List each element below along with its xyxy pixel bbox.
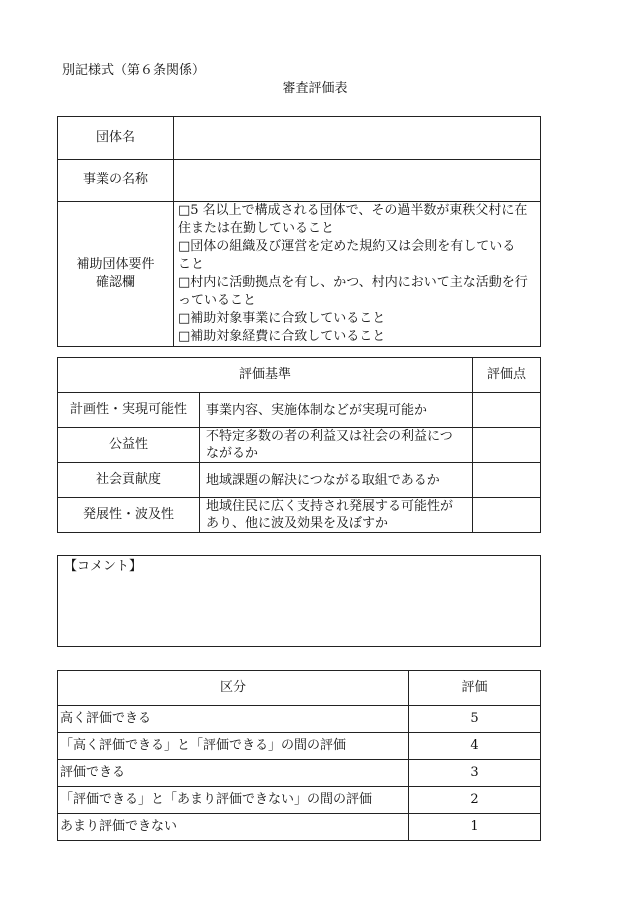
grade-header: 評価 bbox=[409, 671, 541, 706]
criteria-table bbox=[57, 357, 541, 533]
requirements-row bbox=[58, 202, 541, 347]
criteria-desc bbox=[200, 463, 473, 498]
requirement-line[interactable]: □補助対象経費に合致していること bbox=[178, 329, 386, 344]
criteria-header: 評価基準 bbox=[58, 358, 473, 393]
project-name-label: 事業の名称 bbox=[58, 160, 174, 202]
scale-row bbox=[58, 814, 541, 841]
criteria-row bbox=[58, 393, 541, 428]
criteria-desc-line: 事業内容、実施体制などが実現可能か bbox=[206, 402, 428, 418]
requirements-label-line-2: 確認欄 bbox=[95, 275, 135, 290]
requirement-line: こと bbox=[178, 257, 205, 272]
project-name-row bbox=[58, 160, 541, 202]
requirement-line: っていること bbox=[178, 293, 257, 308]
requirement-line[interactable]: □団体の組織及び運営を定めた規約又は会則を有している bbox=[178, 239, 516, 254]
page-title: 審査評価表 bbox=[282, 81, 348, 96]
requirements-checklist bbox=[174, 202, 541, 347]
criteria-desc bbox=[200, 393, 473, 428]
criteria-header-row bbox=[58, 358, 541, 393]
requirements-label-line-1: 補助団体要件 bbox=[76, 256, 155, 272]
criteria-key: 公益性 bbox=[58, 428, 200, 463]
requirement-line[interactable]: □村内に活動拠点を有し、かつ、村内において主な活動を行 bbox=[178, 275, 528, 290]
scale-category: 高く評価できる bbox=[58, 706, 409, 733]
score-cell[interactable] bbox=[473, 393, 541, 428]
criteria-desc-line: 地域住民に広く支持され発展する可能性が bbox=[206, 499, 454, 514]
score-cell[interactable] bbox=[473, 428, 541, 463]
comment-box[interactable] bbox=[57, 555, 541, 647]
scale-grade: 5 bbox=[409, 706, 541, 733]
scale-row bbox=[58, 706, 541, 733]
org-name-label: 団体名 bbox=[58, 117, 174, 160]
scale-grade: 4 bbox=[409, 733, 541, 760]
scale-row bbox=[58, 733, 541, 760]
scale-header-row bbox=[58, 671, 541, 706]
criteria-desc-line: あり、他に波及効果を及ぼすか bbox=[206, 516, 389, 531]
project-name-value[interactable] bbox=[174, 160, 541, 202]
criteria-desc bbox=[200, 498, 473, 533]
criteria-key: 計画性・実現可能性 bbox=[58, 393, 200, 428]
score-header: 評価点 bbox=[473, 358, 541, 393]
requirements-label bbox=[58, 202, 174, 347]
comment-label: 【コメント】 bbox=[64, 559, 143, 574]
form-label: 別記様式（第６条関係） bbox=[62, 63, 206, 78]
criteria-desc-line: ながるか bbox=[206, 446, 259, 461]
rating-scale-table bbox=[57, 670, 541, 841]
scale-row bbox=[58, 787, 541, 814]
scale-category: 「評価できる」と「あまり評価できない」の間の評価 bbox=[58, 787, 409, 814]
scale-category: 「高く評価できる」と「評価できる」の間の評価 bbox=[58, 733, 409, 760]
scale-grade: 3 bbox=[409, 760, 541, 787]
scale-row bbox=[58, 760, 541, 787]
criteria-row bbox=[58, 498, 541, 533]
category-header: 区分 bbox=[58, 671, 409, 706]
score-cell[interactable] bbox=[473, 463, 541, 498]
criteria-key: 発展性・波及性 bbox=[58, 498, 200, 533]
criteria-desc-line: 地域課題の解決につながる取組であるか bbox=[206, 472, 440, 488]
organization-table bbox=[57, 116, 541, 347]
criteria-row bbox=[58, 463, 541, 498]
requirement-line: 住または在勤していること bbox=[178, 221, 335, 236]
org-name-value[interactable] bbox=[174, 117, 541, 160]
requirement-line[interactable]: □5 名以上で構成される団体で、その過半数が東秩父村に在 bbox=[178, 203, 528, 218]
criteria-key: 社会貢献度 bbox=[58, 463, 200, 498]
criteria-desc-line: 不特定多数の者の利益又は社会の利益につ bbox=[206, 429, 453, 444]
criteria-row bbox=[58, 428, 541, 463]
scale-category: あまり評価できない bbox=[58, 814, 409, 841]
org-name-row bbox=[58, 117, 541, 160]
scale-grade: 2 bbox=[409, 787, 541, 814]
scale-grade: 1 bbox=[409, 814, 541, 841]
score-cell[interactable] bbox=[473, 498, 541, 533]
criteria-desc bbox=[200, 428, 473, 463]
requirement-line[interactable]: □補助対象事業に合致していること bbox=[178, 311, 386, 326]
scale-category: 評価できる bbox=[58, 760, 409, 787]
